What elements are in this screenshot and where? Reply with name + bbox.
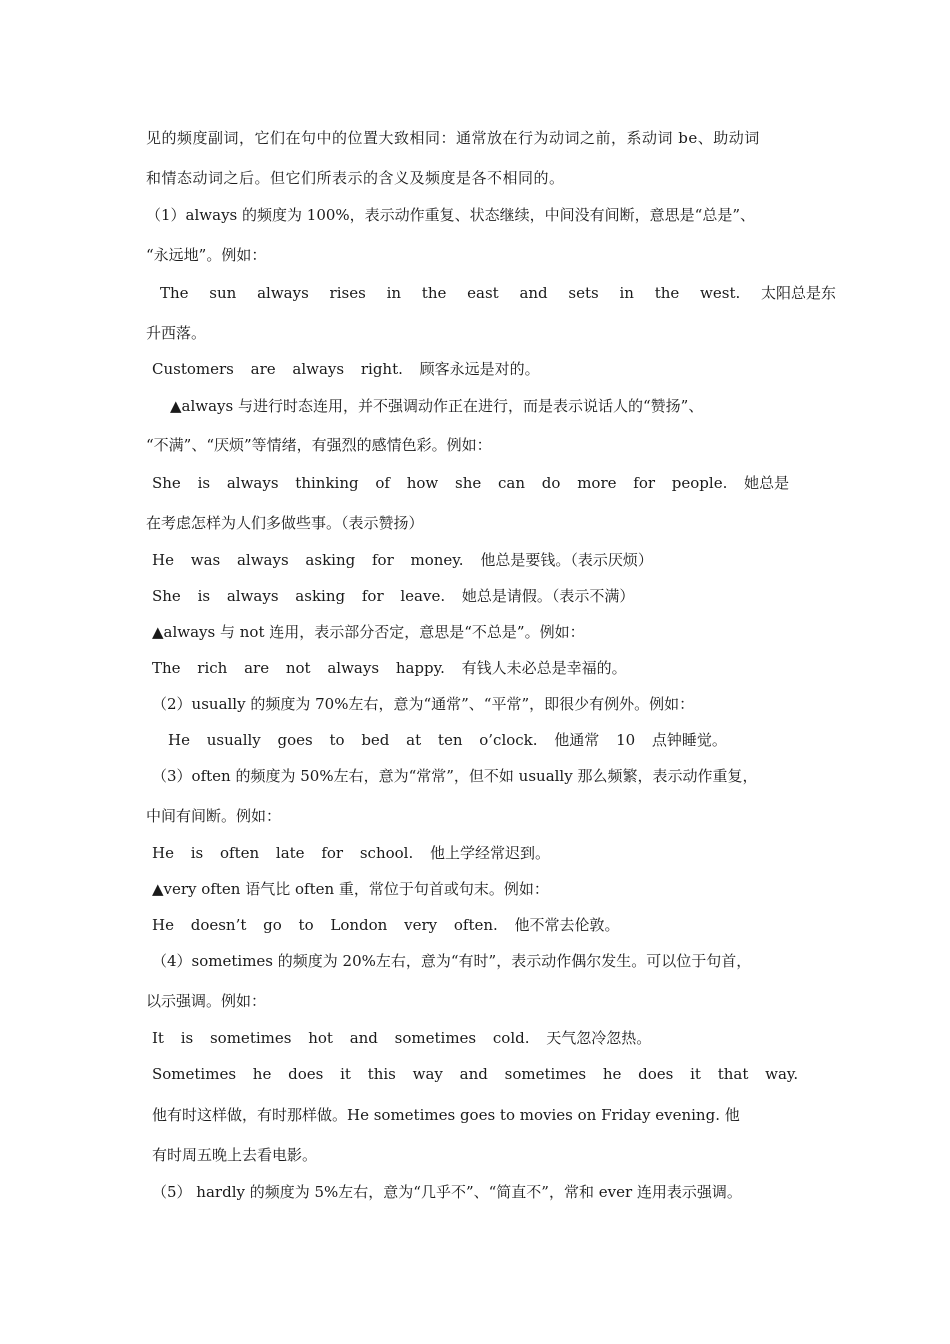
paragraph-line: 中间有间断。例如：: [146, 807, 282, 825]
example-translation: 他有时这样做，有时那样做。He sometimes goes to movies on Friday evening. 他: [152, 1106, 740, 1124]
paragraph-line: 以示强调。例如：: [146, 992, 267, 1010]
example-sentence: The sun always rises in the east and sets in the west. 太阳总是东: [160, 284, 837, 302]
example-sentence: He was always asking for money. 他总是要钱。（表示厌烦）: [152, 551, 653, 569]
section-heading-often: （3）often 的频度为 50%左右，意为“常常”，但不如 usually 那么频繁，表示动作重复，: [152, 767, 758, 785]
section-heading-hardly: （5） hardly 的频度为 5%左右，意为“几乎不”、“简直不”，常和 ever 连用表示强调。: [152, 1183, 742, 1201]
example-sentence: She is always thinking of how she can do more for people. 她总是: [152, 474, 790, 492]
example-translation: 在考虑怎样为人们多做些事。（表示赞扬）: [146, 514, 424, 532]
paragraph-line: “不满”、“厌烦”等情绪，有强烈的感情色彩。例如：: [146, 436, 492, 454]
paragraph-line: “永远地”。例如：: [146, 246, 267, 264]
note-line: ▲very often 语气比 often 重，常位于句首或句末。例如：: [152, 880, 549, 898]
example-sentence: He is often late for school. 他上学经常迟到。: [152, 844, 550, 862]
example-translation: 有时周五晚上去看电影。: [152, 1146, 318, 1164]
example-sentence: Customers are always right. 顾客永远是对的。: [152, 360, 540, 378]
note-line: ▲always 与进行时态连用，并不强调动作正在进行，而是表示说话人的“赞扬”、: [170, 397, 704, 415]
section-heading-always: （1）always 的频度为 100%，表示动作重复、状态继续，中间没有间断，意思是“总是”、: [146, 206, 755, 224]
paragraph-line: 见的频度副词，它们在句中的位置大致相同：通常放在行为动词之前，系动词 be、助动词: [146, 129, 760, 147]
section-heading-usually: （2）usually 的频度为 70%左右，意为“通常”、“平常”，即很少有例外。例如：: [152, 695, 695, 713]
example-sentence: She is always asking for leave. 她总是请假。（表示不满）: [152, 587, 635, 605]
example-sentence: It is sometimes hot and sometimes cold. 天气忽冷忽热。: [152, 1029, 652, 1047]
example-sentence: He doesn’t go to London very often. 他不常去伦敦。: [152, 916, 620, 934]
example-sentence: He usually goes to bed at ten o’clock. 他通常 10 点钟睡觉。: [168, 731, 727, 749]
example-sentence: The rich are not always happy. 有钱人未必总是幸福的。: [152, 659, 627, 677]
section-heading-sometimes: （4）sometimes 的频度为 20%左右，意为“有时”，表示动作偶尔发生。可以位于句首，: [152, 952, 752, 970]
example-sentence: Sometimes he does it this way and sometimes he does it that way.: [152, 1065, 799, 1083]
note-line: ▲always 与 not 连用，表示部分否定，意思是“不总是”。例如：: [152, 623, 585, 641]
paragraph-line: 和情态动词之后。但它们所表示的含义及频度是各不相同的。: [146, 169, 565, 187]
example-translation: 升西落。: [146, 324, 207, 342]
